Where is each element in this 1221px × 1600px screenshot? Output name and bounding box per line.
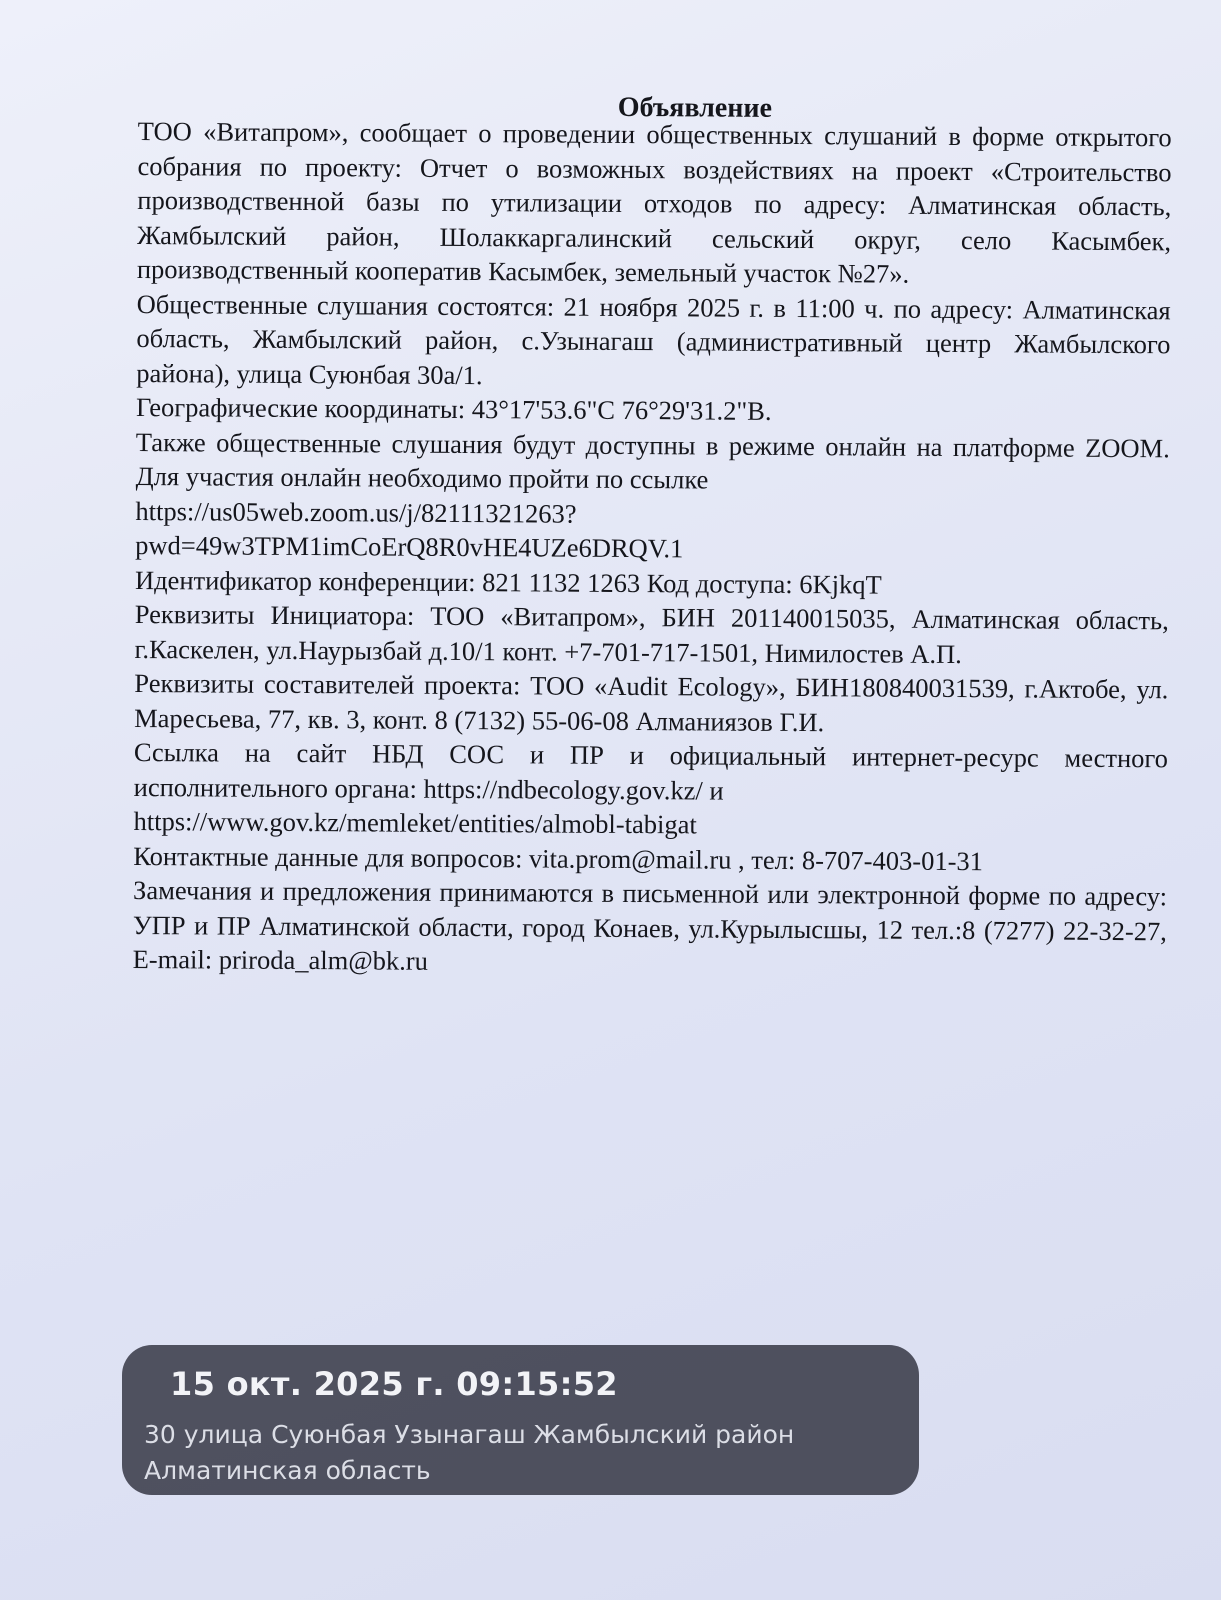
zoom-link-part-2: pwd=49w3TPM1imCoErQ8R0vHE4UZe6DRQV.1 bbox=[135, 529, 684, 564]
location-line-1: 30 улица Суюнбая Узынагаш Жамбылский район bbox=[144, 1420, 795, 1449]
location-text bbox=[144, 1417, 884, 1489]
paragraph-comments: Замечания и предложения принимаются в письменной или электронной форме по адресу: УПР и ПР Алматинской области, город Конаев, ул.Курылысшы, 12 тел.:8 (7277) 22-32-27, E-mail: priroda_alm@bk.ru bbox=[132, 874, 1168, 976]
resource-link: https://www.gov.kz/memleket/entities/almobl-tabigat bbox=[133, 805, 697, 840]
paragraph-intro: ТОО «Витапром», сообщает о проведении общественных слушаний в форме открытого собрания по проекту: Отчет о возможных воздействиях на проект «Строительство производственной базы по утилизации отходов по адресу: Алматинская область, Жамбылский район, Шолаккаргалинский сельский округ, село Касымбек, производственный кооператив Касымбек, земельный участок №27». bbox=[136, 115, 1172, 289]
timestamp-text: 15 окт. 2025 г. 09:15:52 bbox=[170, 1365, 618, 1403]
paragraph-contacts: Контактные данные для вопросов: vita.prom@mail.ru , тел: 8-707-403-01-31 bbox=[133, 840, 984, 876]
document-title: Объявление bbox=[617, 91, 773, 124]
paragraph-initiator: Реквизиты Инициатора: ТОО «Витапром», БИН 201140015035, Алматинская область, г.Каскелен, ул.Наурызбай д.10/1 конт. +7-701-717-1501, Нимилостев А.П. bbox=[134, 598, 1169, 669]
paragraph-authors: Реквизиты составителей проекта: ТОО «Audit Ecology», БИН180840031539, г.Актобе, ул. Маресьева, 77, кв. 3, конт. 8 (7132) 55-06-08 Алманиязов Г.И. bbox=[134, 667, 1169, 737]
photo-timestamp-overlay bbox=[122, 1345, 919, 1495]
paragraph-hearing-date: Общественные слушания состоятся: 21 ноября 2025 г. в 11:00 ч. по адресу: Алматинская область, Жамбылский район, с.Узынагаш (административный центр Жамбылского района), улица Суюнбая 30а/1. bbox=[136, 288, 1171, 390]
paragraph-resources: Ссылка на сайт НБД СОС и ПР и официальный интернет-ресурс местного исполнительного органа: https://ndbecology.gov.kz/ и bbox=[133, 736, 1169, 806]
announcement-document bbox=[133, 88, 1172, 983]
paragraph-online: Также общественные слушания будут доступны в режиме онлайн на платформе ZOOM. Для участия онлайн необходимо пройти по ссылке bbox=[135, 426, 1170, 495]
location-line-2: Алматинская область bbox=[144, 1456, 431, 1485]
paragraph-coordinates: Географические координаты: 43°17'53.6"С 76°29'31.2"В. bbox=[135, 391, 772, 426]
zoom-link-part-1: https://us05web.zoom.us/j/82111321263? bbox=[135, 495, 577, 529]
paragraph-conference-id: Идентификатор конференции: 821 1132 1263 Код доступа: 6KjkqT bbox=[134, 564, 882, 600]
